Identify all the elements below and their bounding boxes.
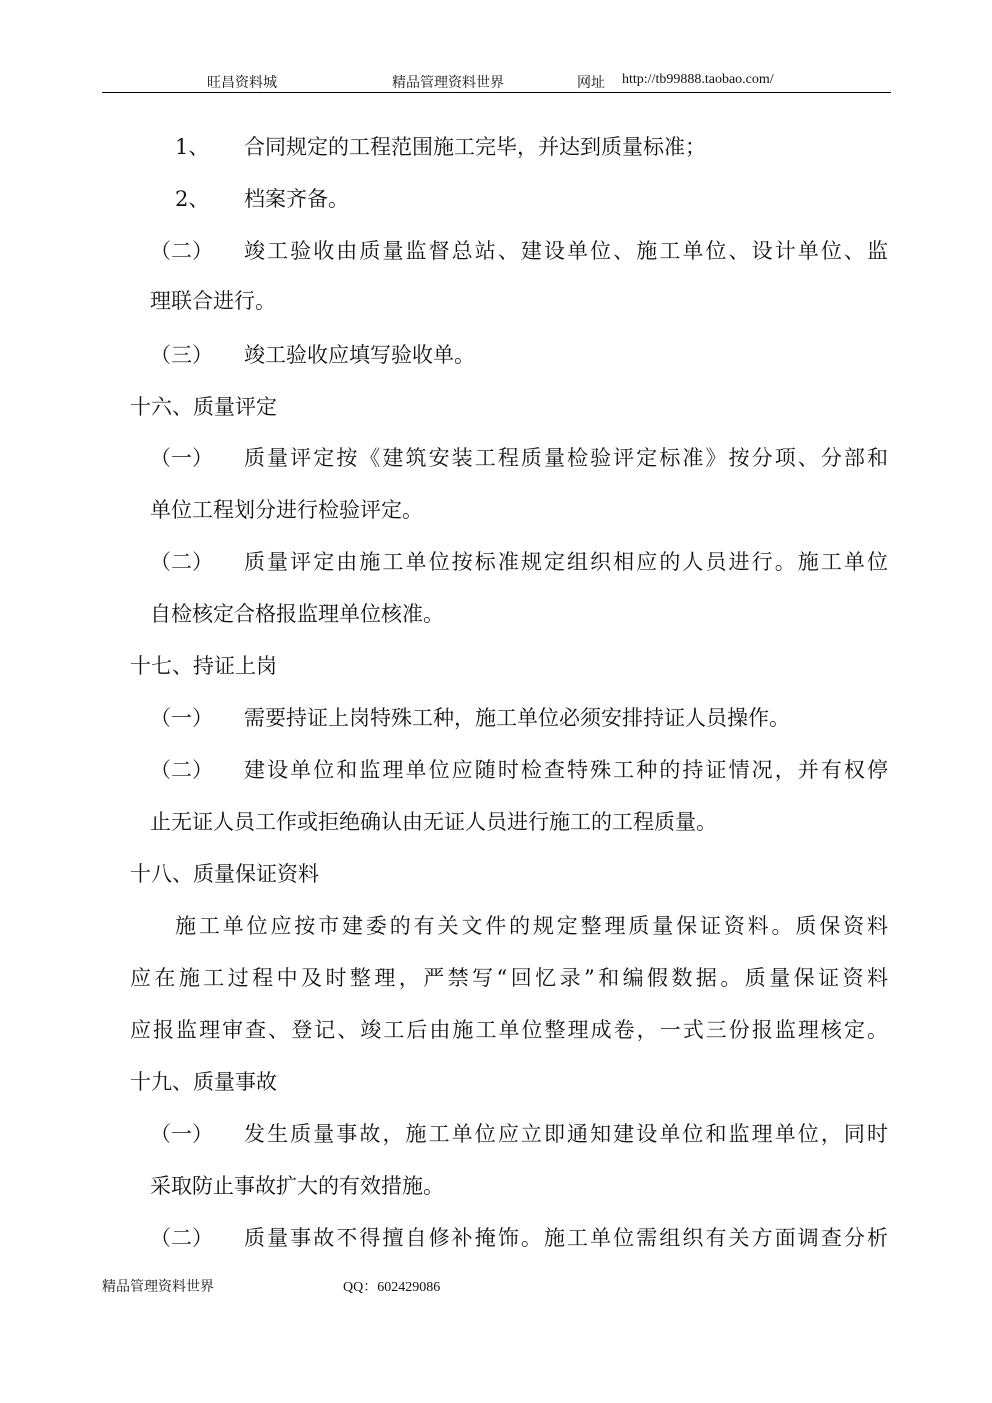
para-16-2-line2: 自检核定合格报监理单位核准。 bbox=[150, 602, 444, 626]
para-17-1-text: 需要持证上岗特殊工种，施工单位必须安排持证人员操作。 bbox=[244, 706, 790, 730]
header-left: 旺昌资料城 bbox=[207, 76, 277, 91]
header-rule bbox=[102, 92, 891, 93]
header-site-label: 网址 bbox=[577, 76, 605, 91]
para-san-label: （三） bbox=[150, 343, 213, 367]
heading-17: 十七、持证上岗 bbox=[130, 654, 277, 678]
para-19-1-line1: 发生质量事故，施工单位应立即通知建设单位和监理单位，同时 bbox=[244, 1122, 888, 1146]
para-17-2-label: （二） bbox=[150, 758, 213, 782]
footer-qq: QQ：602429086 bbox=[343, 1280, 441, 1295]
para-san-text: 竣工验收应填写验收单。 bbox=[244, 343, 475, 367]
item-2-label: 2、 bbox=[175, 187, 210, 211]
para-17-2-line2: 止无证人员工作或拒绝确认由无证人员进行施工的工程质量。 bbox=[150, 810, 717, 834]
para-er-line2: 理联合进行。 bbox=[150, 289, 276, 313]
para-17-1-label: （一） bbox=[150, 706, 213, 730]
para-16-1-line1: 质量评定按《建筑安装工程质量检验评定标准》按分项、分部和 bbox=[244, 446, 888, 470]
para-19-1-line2: 采取防止事故扩大的有效措施。 bbox=[150, 1174, 444, 1198]
para-er-label: （二） bbox=[150, 239, 213, 263]
footer-left: 精品管理资料世界 bbox=[102, 1280, 214, 1295]
heading-19: 十九、质量事故 bbox=[130, 1070, 277, 1094]
para-16-1-line2: 单位工程划分进行检验评定。 bbox=[150, 498, 423, 522]
para-16-2-label: （二） bbox=[150, 550, 213, 574]
item-1-text: 合同规定的工程范围施工完毕，并达到质量标准； bbox=[244, 135, 706, 159]
header-site-url: http://tb99888.taobao.com/ bbox=[622, 72, 774, 87]
heading-18: 十八、质量保证资料 bbox=[130, 862, 319, 886]
para-17-2-line1: 建设单位和监理单位应随时检查特殊工种的持证情况，并有权停 bbox=[244, 758, 888, 782]
para-16-2-line1: 质量评定由施工单位按标准规定组织相应的人员进行。施工单位 bbox=[244, 550, 888, 574]
para-16-1-label: （一） bbox=[150, 446, 213, 470]
para-19-2-label: （二） bbox=[150, 1226, 213, 1250]
header-center: 精品管理资料世界 bbox=[392, 76, 504, 91]
item-2-text: 档案齐备。 bbox=[244, 187, 349, 211]
para-18-line2: 应在施工过程中及时整理，严禁写“回忆录”和编假数据。质量保证资料 bbox=[130, 966, 888, 990]
heading-16: 十六、质量评定 bbox=[130, 395, 277, 419]
para-18-line1: 施工单位应按市建委的有关文件的规定整理质量保证资料。质保资料 bbox=[175, 914, 888, 938]
para-er-line1: 竣工验收由质量监督总站、建设单位、施工单位、设计单位、监 bbox=[244, 239, 888, 263]
para-19-1-label: （一） bbox=[150, 1122, 213, 1146]
para-18-line3: 应报监理审查、登记、竣工后由施工单位整理成卷，一式三份报监理核定。 bbox=[130, 1018, 888, 1042]
item-1-label: 1、 bbox=[175, 135, 210, 159]
para-19-2-line1: 质量事故不得擅自修补掩饰。施工单位需组织有关方面调查分析 bbox=[244, 1226, 888, 1250]
